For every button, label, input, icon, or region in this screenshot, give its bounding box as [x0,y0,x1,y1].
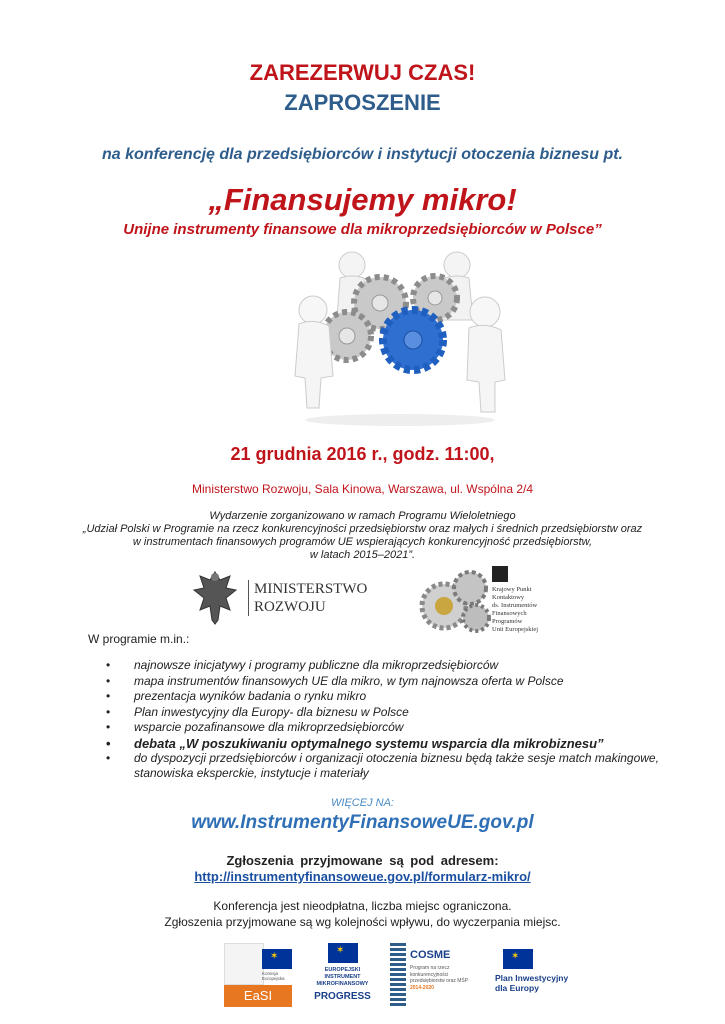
easi-commission-text: Komisja Europejska [262,971,285,981]
kpk-logo [418,566,578,636]
easi-logo [224,943,294,1008]
kpk-logo-line: Finansowych [492,610,527,617]
easi-label: EaSI [224,985,292,1007]
cosme-line: konkurencyjności [410,971,449,978]
eu-flag-icon: ✶ [262,949,292,969]
kpk-emblem-icon [492,566,508,582]
cosme-line: Program na rzecz [410,965,450,971]
conference-subtitle: Unijne instrumenty finansowe dla mikroprzedsiębiorców w Polsce” [123,221,602,238]
event-venue: Ministerstwo Rozwoju, Sala Kinowa, Warszawa, ul. Wspólna 2/4 [191,482,534,496]
progress-logo [310,943,375,1008]
illustration-shadow [305,414,495,426]
organized-note [0,510,725,562]
ministry-logo-line: MINISTERSTWO [254,581,368,597]
ministry-logo-line: ROZWOJU [254,599,326,615]
progress-line: EUROPEJSKI [324,967,361,973]
blue-gear [383,310,443,370]
cosme-text [410,965,468,991]
kpk-logo-text [492,586,538,634]
programme-item: • prezentacja wyników badania o rynku mikro [120,689,680,704]
header-title-reserve: ZAREZERWUJ CZAS! [249,60,476,85]
investment-plan-logo [495,943,585,1008]
ministry-logo [190,568,380,628]
kpk-logo-line: Unii Europejskiej [492,626,539,633]
website-link[interactable]: www.InstrumentyFinansoweUE.gov.pl [191,812,534,833]
organized-line: w instrumentach finansowych programów UE wspierających konkurencyjność przedsiębiorstw, [132,536,593,548]
kpk-gears-icon [418,566,498,636]
cosme-line: przedsiębiorstw oraz MŚP [410,978,469,984]
registration-link[interactable]: http://instrumentyfinansoweue.gov.pl/formularz-mikro/ [194,869,531,884]
conference-free-note: Konferencja jest nieodpłatna, liczba miejsc ograniczona. [213,899,512,913]
programme-item: • do dyspozycji przedsiębiorców i organizacji otoczenia biznesu będą także sesje match makingowe, stanowiska eksperckie, instytucje i materiały [120,751,680,781]
cosme-line-years: 2014-2020 [410,984,434,991]
cosme-label: COSME [410,949,451,961]
organized-line: Wydarzenie zorganizowano w ramach Programu Wieloletniego [209,510,516,522]
progress-label: PROGRESS [314,991,371,1002]
organized-line: w latach 2015–2021”. [309,549,416,561]
programme-item: • mapa instrumentów finansowych UE dla mikro, w tym najnowsza oferta w Polsce [120,674,680,689]
investment-plan-text [495,973,568,993]
cosme-logo [390,943,485,1008]
progress-line: INSTRUMENT [324,974,361,980]
investment-plan-line: Plan Inwestycyjny [495,973,569,983]
programme-item: • Plan inwestycyjny dla Europy- dla biznesu w Polsce [120,705,680,720]
kpk-logo-line: Krajowy Punkt [492,586,532,593]
header-title-invitation: ZAPROSZENIE [284,90,441,115]
kpk-logo-line: ds. Instrumentów [492,602,538,609]
eu-flag-icon: ✶ [328,943,358,963]
registration-order-note: Zgłoszenia przyjmowane są wg kolejności wpływu, do wyczerpania miejsc. [164,915,561,929]
kpk-logo-line: Kontaktowy [492,594,525,601]
programme-list [120,658,680,782]
progress-line: MIKROFINANSOWY [316,981,369,987]
conference-title: „Finansujemy mikro! [208,182,517,217]
organized-line: „Udział Polski w Programie na rzecz konkurencyjności przedsiębiorstw oraz małych i średnich przedsiębiorstw oraz [82,523,643,535]
conference-intro: na konferencję dla przedsiębiorców i instytucji otoczenia biznesu pt. [102,146,623,163]
registration-label: Zgłoszenia przyjmowane są pod adresem: [226,853,499,868]
programme-item: • wsparcie pozafinansowe dla mikroprzedsiębiorców [120,720,680,735]
ministry-logo-divider [248,580,249,616]
cosme-stripes-icon [390,943,406,1007]
eu-flag-icon: ✶ [503,949,533,969]
programme-item-debate: • debata „W poszukiwaniu optymalnego systemu wsparcia dla mikrobiznesu” [120,736,680,751]
ministry-logo-text [254,580,367,616]
event-date: 21 grudnia 2016 r., godz. 11:00, [230,444,495,464]
eagle-emblem-icon [190,568,240,626]
gears-teamwork-illustration [285,248,510,428]
progress-text [310,967,375,988]
programme-item: • najnowsze inicjatywy i programy publiczne dla mikroprzedsiębiorców [120,658,680,673]
programme-intro: W programie m.in.: [88,632,190,646]
figure-front-right [467,297,505,412]
ec-building-icon [224,943,264,985]
investment-plan-line: dla Europy [495,983,539,993]
more-info-label: WIĘCEJ NA: [331,797,394,809]
kpk-logo-line: Programów [492,618,523,625]
figure-front-left [295,296,333,408]
